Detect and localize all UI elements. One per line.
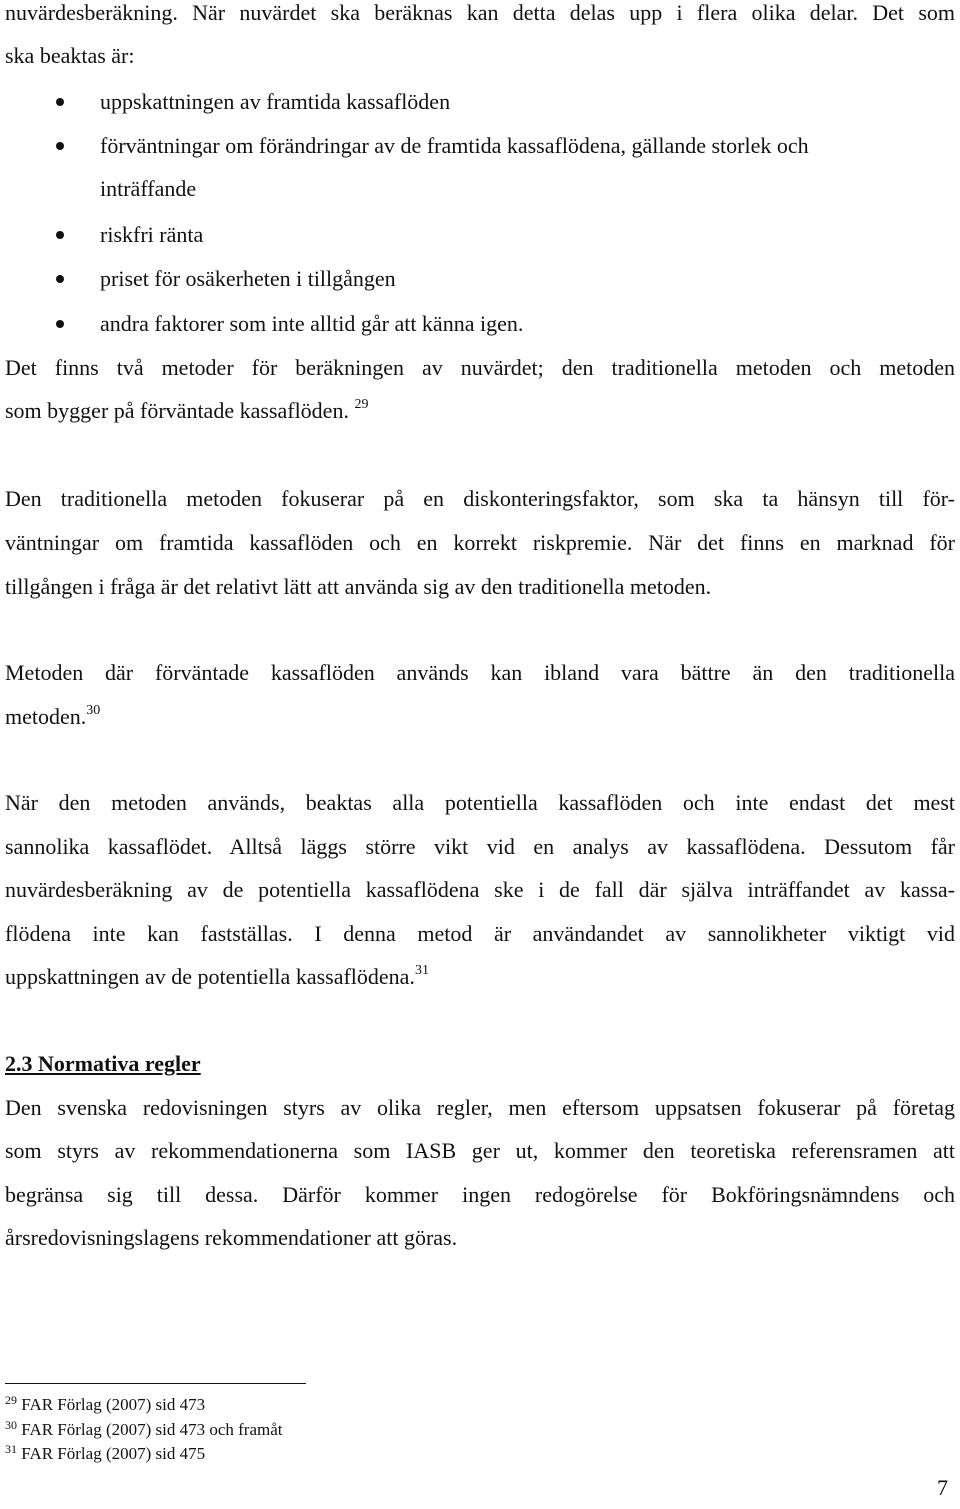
footnote-text: FAR Förlag (2007) sid 473 xyxy=(21,1395,206,1414)
bullet-text-continuation: inträffande xyxy=(100,176,197,201)
footnote-divider xyxy=(5,1383,306,1384)
expected-line-1: Metoden där förväntade kassaflöden används kan ibland vara bättre än den traditionella xyxy=(5,660,955,685)
footnote-ref-30[interactable]: 30 xyxy=(86,703,101,718)
bullet-text: uppskattningen av framtida kassaflöden xyxy=(100,89,451,114)
norms-line-1: Den svenska redovisningen styrs av olika regler, men eftersom uppsatsen fokuserar på företag xyxy=(5,1095,955,1120)
footnote-number: 30 xyxy=(5,1418,17,1432)
when-line-5-text: uppskattningen av de potentiella kassaflödena. xyxy=(5,964,415,989)
norms-line-2: som styrs av rekommendationerna som IASB ger ut, kommer den teoretiska referensramen att xyxy=(5,1138,955,1163)
traditional-line-1: Den traditionella metoden fokuserar på en diskonteringsfaktor, som ska ta hänsyn till för- xyxy=(5,486,955,511)
bullet-dot-icon xyxy=(56,98,64,106)
when-line-5 xyxy=(5,964,429,990)
bullet-item xyxy=(0,133,960,159)
when-line-4: flödena inte kan fastställas. I denna metod är användandet av sannolikheter viktigt vid xyxy=(5,921,955,946)
bullet-dot-icon xyxy=(56,231,64,239)
bullet-item xyxy=(0,311,960,337)
methods-line-1: Det finns två metoder för beräkningen av nuvärdet; den traditionella metoden och metoden xyxy=(5,355,955,380)
intro-line-1: nuvärdesberäkning. När nuvärdet ska beräknas kan detta delas upp i flera olika delar. Det som xyxy=(5,0,955,25)
bullet-text: priset för osäkerheten i tillgången xyxy=(100,266,396,291)
expected-line-2-text: metoden. xyxy=(5,704,87,729)
section-heading: 2.3 Normativa regler xyxy=(5,1051,201,1076)
intro-line-2: ska beaktas är: xyxy=(5,43,135,68)
page-number: 7 xyxy=(937,1475,948,1500)
bullet-dot-icon xyxy=(56,320,64,328)
bullet-text: förväntningar om förändringar av de framtida kassaflödena, gällande storlek och xyxy=(100,133,809,158)
bullet-item xyxy=(0,89,960,115)
bullet-text: andra faktorer som inte alltid går att känna igen. xyxy=(100,311,524,336)
footnote-text: FAR Förlag (2007) sid 475 xyxy=(21,1444,206,1463)
footnote xyxy=(5,1420,283,1440)
expected-line-2 xyxy=(5,704,100,730)
norms-line-4: årsredovisningslagens rekommendationer att göras. xyxy=(5,1225,458,1250)
bullet-dot-icon xyxy=(56,275,64,283)
bullet-item-continuation xyxy=(0,176,960,202)
footnote-ref-29[interactable]: 29 xyxy=(354,397,369,412)
traditional-line-2: väntningar om framtida kassaflöden och en korrekt riskpremie. När det finns en marknad för xyxy=(5,530,955,555)
when-line-3: nuvärdesberäkning av de potentiella kassaflödena ske i de fall där själva inträffandet av kassa- xyxy=(5,877,955,902)
traditional-line-3: tillgången i fråga är det relativt lätt att använda sig av den traditionella metoden. xyxy=(5,574,712,599)
norms-line-3: begränsa sig till dessa. Därför kommer ingen redogörelse för Bokföringsnämndens och xyxy=(5,1182,955,1207)
footnote-number: 31 xyxy=(5,1442,17,1456)
bullet-item xyxy=(0,266,960,292)
when-line-2: sannolika kassaflödet. Alltså läggs större vikt vid en analys av kassaflödena. Dessutom får xyxy=(5,834,955,859)
when-line-1: När den metoden används, beaktas alla potentiella kassaflöden och inte endast det mest xyxy=(5,790,955,815)
footnote-number: 29 xyxy=(5,1393,17,1407)
footnote-ref-31[interactable]: 31 xyxy=(414,963,429,978)
bullet-item xyxy=(0,222,960,248)
footnote xyxy=(5,1444,205,1464)
footnote xyxy=(5,1395,205,1415)
footnote-text: FAR Förlag (2007) sid 473 och framåt xyxy=(21,1420,283,1439)
methods-line-2-text: som bygger på förväntade kassaflöden. xyxy=(5,398,349,423)
methods-line-2 xyxy=(5,398,368,424)
bullet-text: riskfri ränta xyxy=(100,222,204,247)
bullet-dot-icon xyxy=(56,142,64,150)
